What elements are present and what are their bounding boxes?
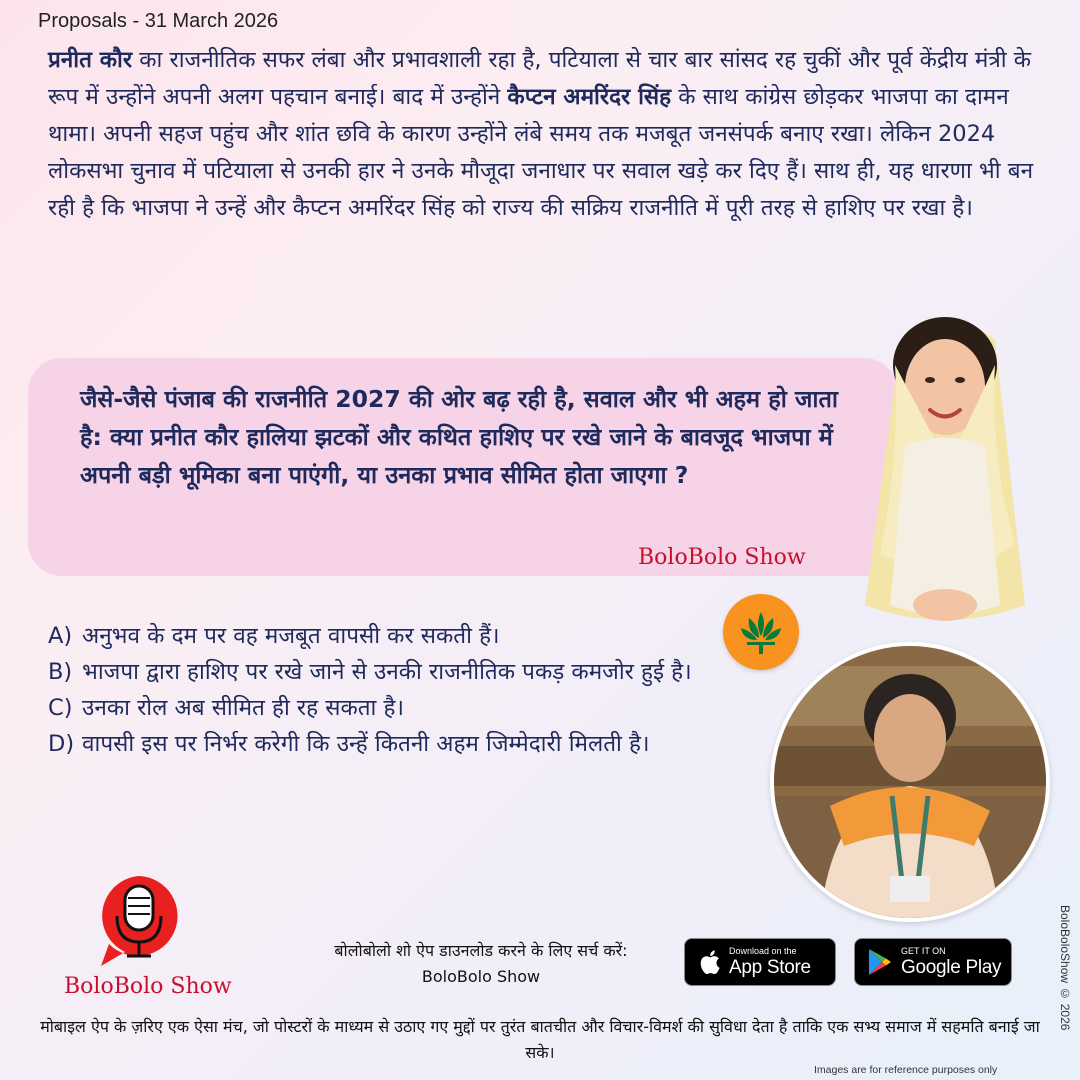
google-play-icon (867, 948, 893, 976)
option-text: उनका रोल अब सीमित ही रह सकता है। (82, 695, 405, 721)
intro-paragraph (48, 42, 1038, 227)
option-text: भाजपा द्वारा हाशिए पर रखे जाने से उनकी राजनीतिक पकड़ कमजोर हुई है। (82, 659, 692, 685)
option-text: अनुभव के दम पर वह मजबूत वापसी कर सकती हैं। (82, 623, 500, 649)
app-store-small-text: Download on the (729, 946, 797, 956)
app-store-button[interactable] (684, 938, 836, 986)
option-b[interactable] (48, 654, 738, 690)
question-credit: BoloBolo Show (638, 545, 806, 570)
cartoon-portrait (840, 305, 1050, 650)
footer-description: मोबाइल ऐप के ज़रिए एक ऐसा मंच, जो पोस्टरों के माध्यम से उठाए गए मुद्दों पर तुरंत बातचीत और विचार-विमर्श की सुविधा देता है ताकि एक सभ्य समाज में सहमति बनाई जा सके। (40, 1017, 1040, 1062)
download-line-2: BoloBolo Show (421, 967, 541, 986)
option-text: वापसी इस पर निर्भर करेगी कि उन्हें कितनी अहम जिम्मेदारी मिलती है। (82, 731, 650, 757)
intro-text-part2: के साथ कांग्रेस छोड़कर भाजपा का दामन थामा। अपनी सहज पहुंच और शांत छवि के कारण उन्होंने लंबे समय तक मजबूत जनसंपर्क बनाए रखा। लेकिन 2024 लोकसभा चुनाव में पटियाला से उनकी हार ने उनके मौजूदा जनाधार पर सवाल खड़े कर दिए हैं। साथ ही, यह धारणा भी बन रही है कि भाजपा ने उन्हें और कैप्टन अमरिंदर सिंह को राज्य की सक्रिय राजनीति में पूरी तरह से हाशिए पर रखा है। (48, 84, 1034, 221)
download-instructions (296, 938, 666, 990)
google-play-small-text: GET IT ON (901, 946, 946, 956)
copyright-text: BoloBoloShow © 2026 (1058, 905, 1072, 1031)
intro-text-part1: का राजनीतिक सफर लंबा और प्रभावशाली रहा है, पटियाला से चार बार सांसद रह चुकीं और पूर्व केंद्रीय मंत्री के रूप में उन्होंने अपनी अलग पहचान बनाई। बाद में उन्होंने (48, 47, 1032, 110)
photo-circle (770, 642, 1050, 922)
google-play-big-text: Google Play (901, 957, 1002, 978)
option-letter: C) (48, 695, 73, 721)
option-letter: B) (48, 659, 73, 685)
question-text: जैसे-जैसे पंजाब की राजनीति 2027 की ओर बढ़ रही है, सवाल और भी अहम हो जाता है: क्या प्रनीत कौर हालिया झटकों और कथित हाशिए पर रखे जाने के बावजूद भाजपा में अपनी बड़ी भूमिका बना पाएंगी, या उनका प्रभाव सीमित होता जाएगा ? (80, 385, 838, 489)
app-store-big-text: App Store (729, 957, 811, 978)
microphone-icon (95, 872, 183, 972)
intro-name-bold: प्रनीत कौर (48, 47, 133, 73)
apple-icon (697, 948, 721, 976)
page-header-date: Proposals - 31 March 2026 (38, 10, 279, 32)
download-line-1: बोलोबोलो शो ऐप डाउनलोड करने के लिए सर्च करें: (334, 941, 628, 960)
option-c[interactable] (48, 690, 738, 726)
answer-options (48, 618, 738, 762)
option-d[interactable] (48, 726, 738, 762)
option-letter: D) (48, 731, 75, 757)
option-a[interactable] (48, 618, 738, 654)
intro-captain-bold: कैप्टन अमरिंदर सिंह (507, 84, 672, 110)
option-letter: A) (48, 623, 73, 649)
disclaimer-text: Images are for reference purposes only (814, 1064, 998, 1076)
brand-name: BoloBolo Show (64, 974, 232, 999)
google-play-button[interactable] (854, 938, 1012, 986)
